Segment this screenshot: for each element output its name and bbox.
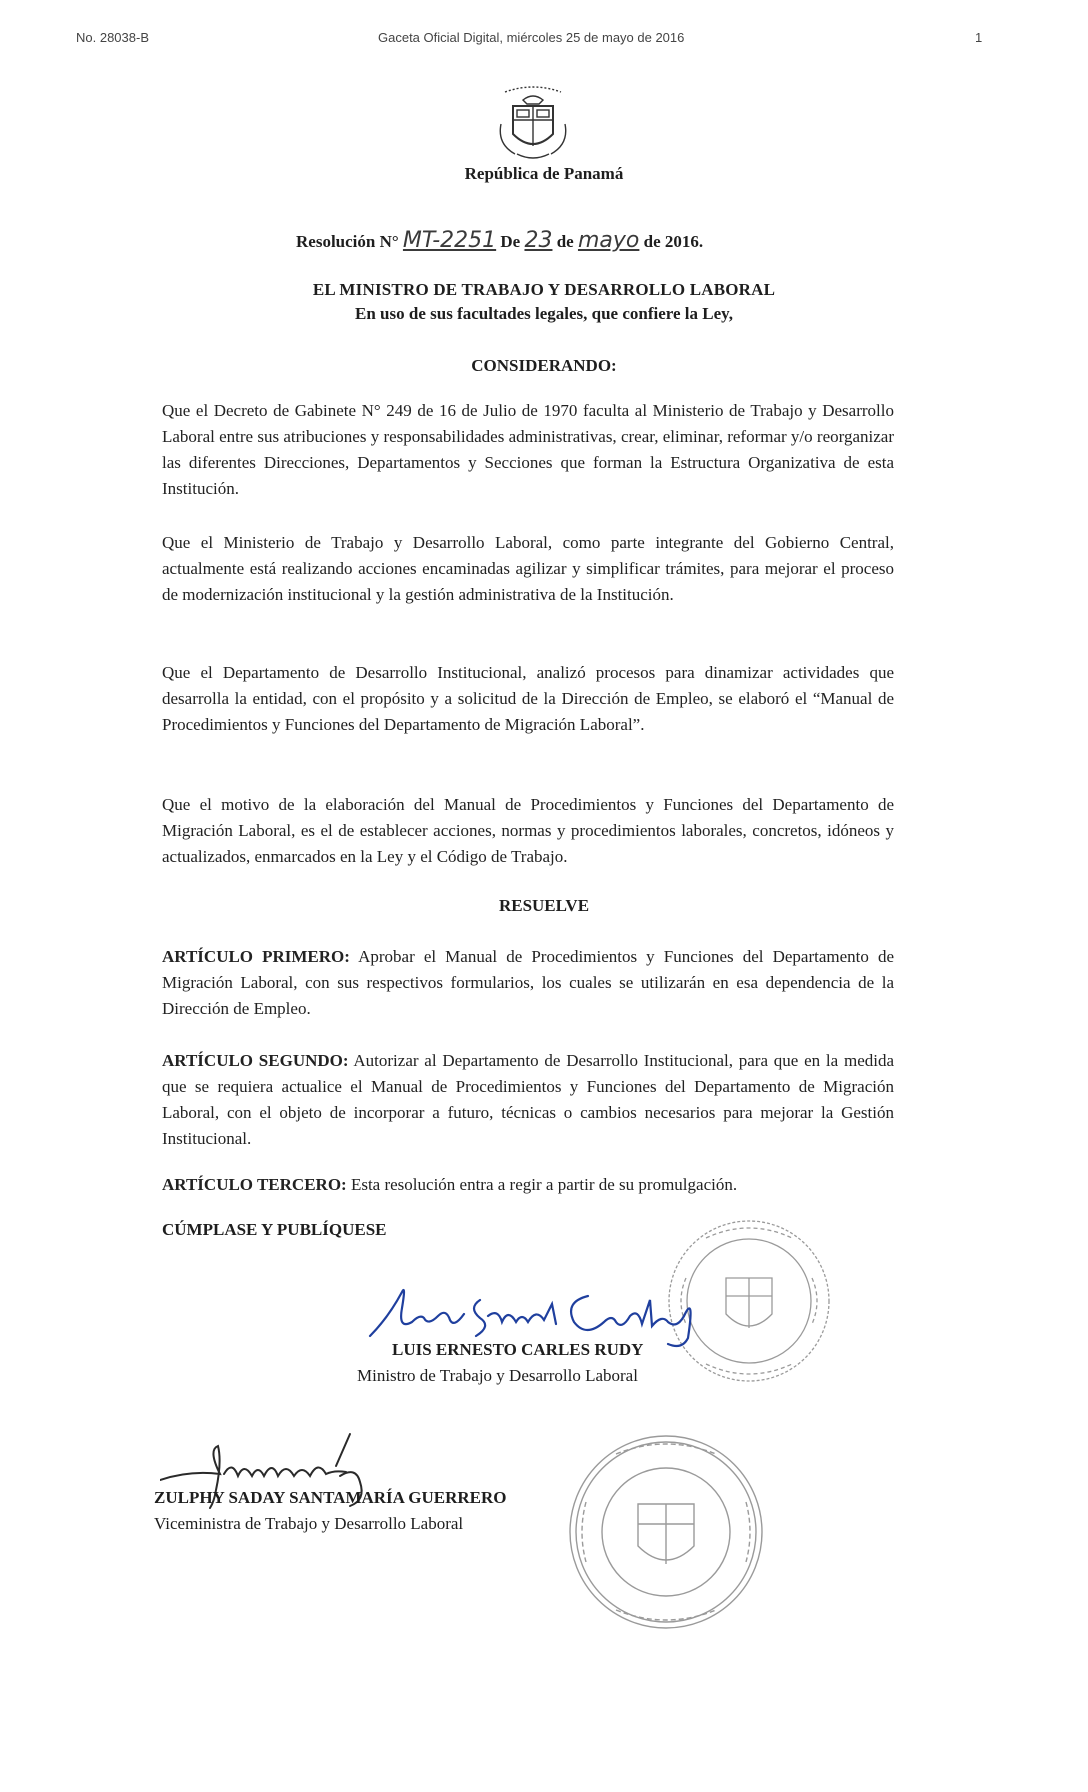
article-text: Aprobar el Manual de Procedimientos y Funciones del Departamento de Migración Laboral, con sus respectivos formularios, los cuales se utilizarán en esa dependencia de la Dirección de Empleo.	[162, 947, 894, 1018]
minister-role: Ministro de Trabajo y Desarrollo Laboral	[357, 1366, 638, 1385]
authority-subtitle: En uso de sus facultades legales, que confiere la Ley,	[355, 304, 733, 323]
minister-name: LUIS ERNESTO CARLES RUDY	[392, 1340, 644, 1359]
authority-title: EL MINISTRO DE TRABAJO Y DESARROLLO LABORAL	[312, 280, 776, 299]
resolution-month-handwritten: mayo	[577, 228, 640, 253]
viceminister-role: Viceministra de Trabajo y Desarrollo Laboral	[154, 1514, 464, 1533]
resolution-number-handwritten: MT-2251	[402, 228, 497, 253]
article-label: ARTÍCULO SEGUNDO:	[162, 1051, 349, 1070]
article-first	[162, 944, 894, 1022]
republic-title: República de Panamá	[464, 164, 624, 183]
resolution-de-label: De	[500, 232, 521, 251]
viceminister-seal-stamp	[566, 1432, 766, 1632]
viceminister-name: ZULPHY SADAY SANTAMARÍA GUERRERO	[154, 1488, 507, 1507]
considerando-paragraph: Que el Ministerio de Trabajo y Desarrollo Laboral, como parte integrante del Gobierno Central, actualmente está realizando acciones encaminadas agilizar y simplificar trámites, para mejorar el proceso de modernización institucional y la gestión administrativa de la Institución.	[162, 533, 894, 604]
article-text: Esta resolución entra a regir a partir de su promulgación.	[350, 1175, 738, 1194]
resolution-day-handwritten: 23	[524, 228, 553, 253]
article-second	[162, 1048, 894, 1152]
resolution-month-prefix: de	[556, 232, 574, 251]
article-text: Autorizar al Departamento de Desarrollo Institucional, para que en la medida que se requiera actualice el Manual de Procedimientos y Funciones del Departamento de Migración Laboral, con el objeto de incorporar a futuro, técnicas o cambios necesarios para mejorar la Gestión Institucional.	[162, 1051, 895, 1148]
resuelve-heading: RESUELVE	[498, 896, 590, 915]
gazette-title: Gaceta Oficial Digital, miércoles 25 de mayo de 2016	[378, 30, 685, 45]
resolution-year: de 2016.	[643, 232, 704, 251]
article-third	[162, 1172, 894, 1198]
gazette-number: No. 28038-B	[76, 30, 149, 45]
page-number: 1	[975, 30, 983, 45]
coat-of-arms-icon	[495, 84, 571, 164]
article-label: ARTÍCULO TERCERO:	[162, 1175, 347, 1194]
resolution-prefix: Resolución N°	[296, 232, 399, 251]
considerando-paragraph: Que el Decreto de Gabinete N° 249 de 16 de Julio de 1970 faculta al Ministerio de Trabajo y Desarrollo Laboral entre sus atribuciones y responsabilidades administrativas, crear, eliminar, reformar y/o reorganizar las diferentes Direcciones, Departamentos y Secciones que forman la Estructura Organizativa de esta Institución.	[162, 401, 894, 498]
considerando-paragraph: Que el motivo de la elaboración del Manual de Procedimientos y Funciones del Departamento de Migración Laboral, es el de establecer acciones, normas y procedimientos laborales, concretos, idóneos y actualizados, enmarcados en la Ley y el Código de Trabajo.	[162, 795, 894, 866]
considerando-heading: CONSIDERANDO:	[471, 356, 617, 375]
considerando-paragraph: Que el Departamento de Desarrollo Institucional, analizó procesos para dinamizar actividades que desarrolla la entidad, con el propósito y a solicitud de la Dirección de Empleo, se elaboró el “Manual de Procedimientos y Funciones del Departamento de Migración Laboral”.	[162, 663, 894, 734]
closing-formula: CÚMPLASE Y PUBLÍQUESE	[162, 1220, 387, 1239]
article-label: ARTÍCULO PRIMERO:	[162, 947, 350, 966]
resolution-line	[296, 228, 703, 253]
